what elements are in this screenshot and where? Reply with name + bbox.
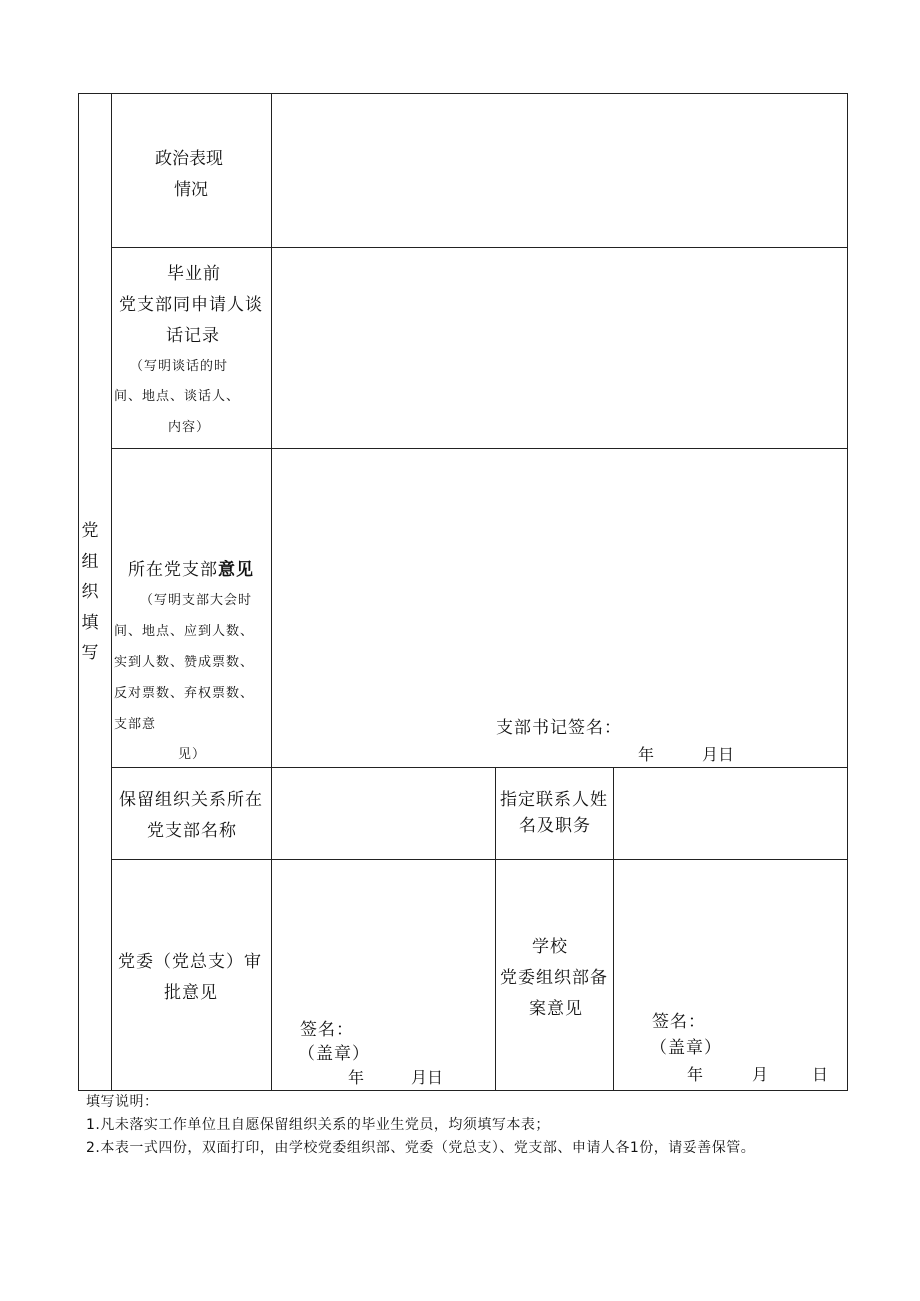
branch-opinion-note-3: 实到人数、赞成票数、	[114, 655, 255, 670]
side-label-char: 党	[81, 521, 99, 541]
instructions-item-2: 2.本表一式四份，双面打印，由学校党委组织部、党委（党总支）、党支部、申请人各1份，请妥善保管。	[86, 1140, 756, 1156]
school-record-label-3: 案意见	[529, 999, 583, 1019]
retain-branch-field[interactable]	[272, 768, 495, 859]
branch-opinion-note-5: 支部意	[114, 717, 157, 732]
school-date-day: 日	[812, 1065, 829, 1084]
split-divider-left	[495, 767, 496, 1091]
talk-record-field[interactable]	[272, 248, 847, 448]
contact-person-label-2: 名及职务	[519, 816, 591, 836]
side-label-char: 组	[81, 551, 99, 572]
side-label-char: 写	[81, 643, 99, 663]
side-label-char: 填	[81, 612, 99, 633]
branch-date-year: 年	[638, 745, 655, 764]
table-border-right	[847, 93, 848, 1091]
contact-person-label: 指定联系人姓	[500, 790, 608, 810]
school-date-year: 年	[687, 1065, 704, 1084]
committee-date-month-day: 月日	[411, 1068, 444, 1087]
side-column-divider	[111, 93, 112, 1091]
school-sign-label: 签名：	[652, 1012, 706, 1032]
retain-branch-label-2: 党支部名称	[147, 821, 237, 841]
political-performance-label-2: 情况	[174, 180, 208, 200]
contact-person-field[interactable]	[614, 768, 847, 859]
political-performance-label: 政治表现	[155, 149, 223, 169]
school-record-label: 学校	[532, 937, 568, 957]
school-record-field[interactable]	[614, 860, 847, 1090]
talk-record-label-2: 党支部同申请人谈	[119, 295, 263, 315]
secretary-signature-label: 支部书记签名：	[496, 718, 622, 738]
branch-opinion-note-4: 反对票数、弃权票数、	[114, 686, 255, 701]
committee-approval-label-2: 批意见	[164, 983, 218, 1003]
school-record-label-2: 党委组织部备	[500, 968, 608, 988]
political-performance-field[interactable]	[272, 94, 847, 247]
branch-opinion-label-bold: 意见	[218, 560, 254, 580]
committee-date-year: 年	[348, 1068, 365, 1087]
committee-seal-label: （盖章）	[298, 1044, 370, 1064]
branch-opinion-note: （写明支部大会时	[140, 593, 253, 608]
branch-date-month-day: 月日	[702, 745, 735, 764]
instructions-item-1: 1.凡未落实工作单位且自愿保留组织关系的毕业生党员，均须填写本表；	[86, 1117, 550, 1133]
side-label	[80, 516, 100, 669]
retain-branch-label: 保留组织关系所在	[119, 790, 263, 810]
school-date-month: 月	[752, 1065, 769, 1084]
talk-record-label: 毕业前	[167, 264, 221, 284]
talk-record-note-2: 间、地点、谈话人、	[114, 389, 241, 404]
talk-record-note-3: 内容）	[168, 420, 211, 435]
table-border-left	[78, 93, 79, 1091]
side-label-char: 织	[81, 582, 99, 602]
talk-record-label-3: 话记录	[166, 326, 220, 346]
branch-opinion-label-text: 所在党支部	[128, 560, 218, 580]
committee-approval-label: 党委（党总支）审	[118, 952, 262, 972]
instructions-title: 填写说明：	[86, 1094, 159, 1110]
table-border-bottom	[78, 1090, 848, 1091]
branch-opinion-label	[128, 562, 254, 579]
committee-sign-label: 签名：	[300, 1020, 354, 1040]
school-seal-label: （盖章）	[650, 1038, 722, 1058]
branch-opinion-note-6: 见）	[178, 747, 207, 762]
branch-opinion-note-2: 间、地点、应到人数、	[114, 624, 255, 639]
talk-record-note: （写明谈话的时	[130, 359, 229, 374]
